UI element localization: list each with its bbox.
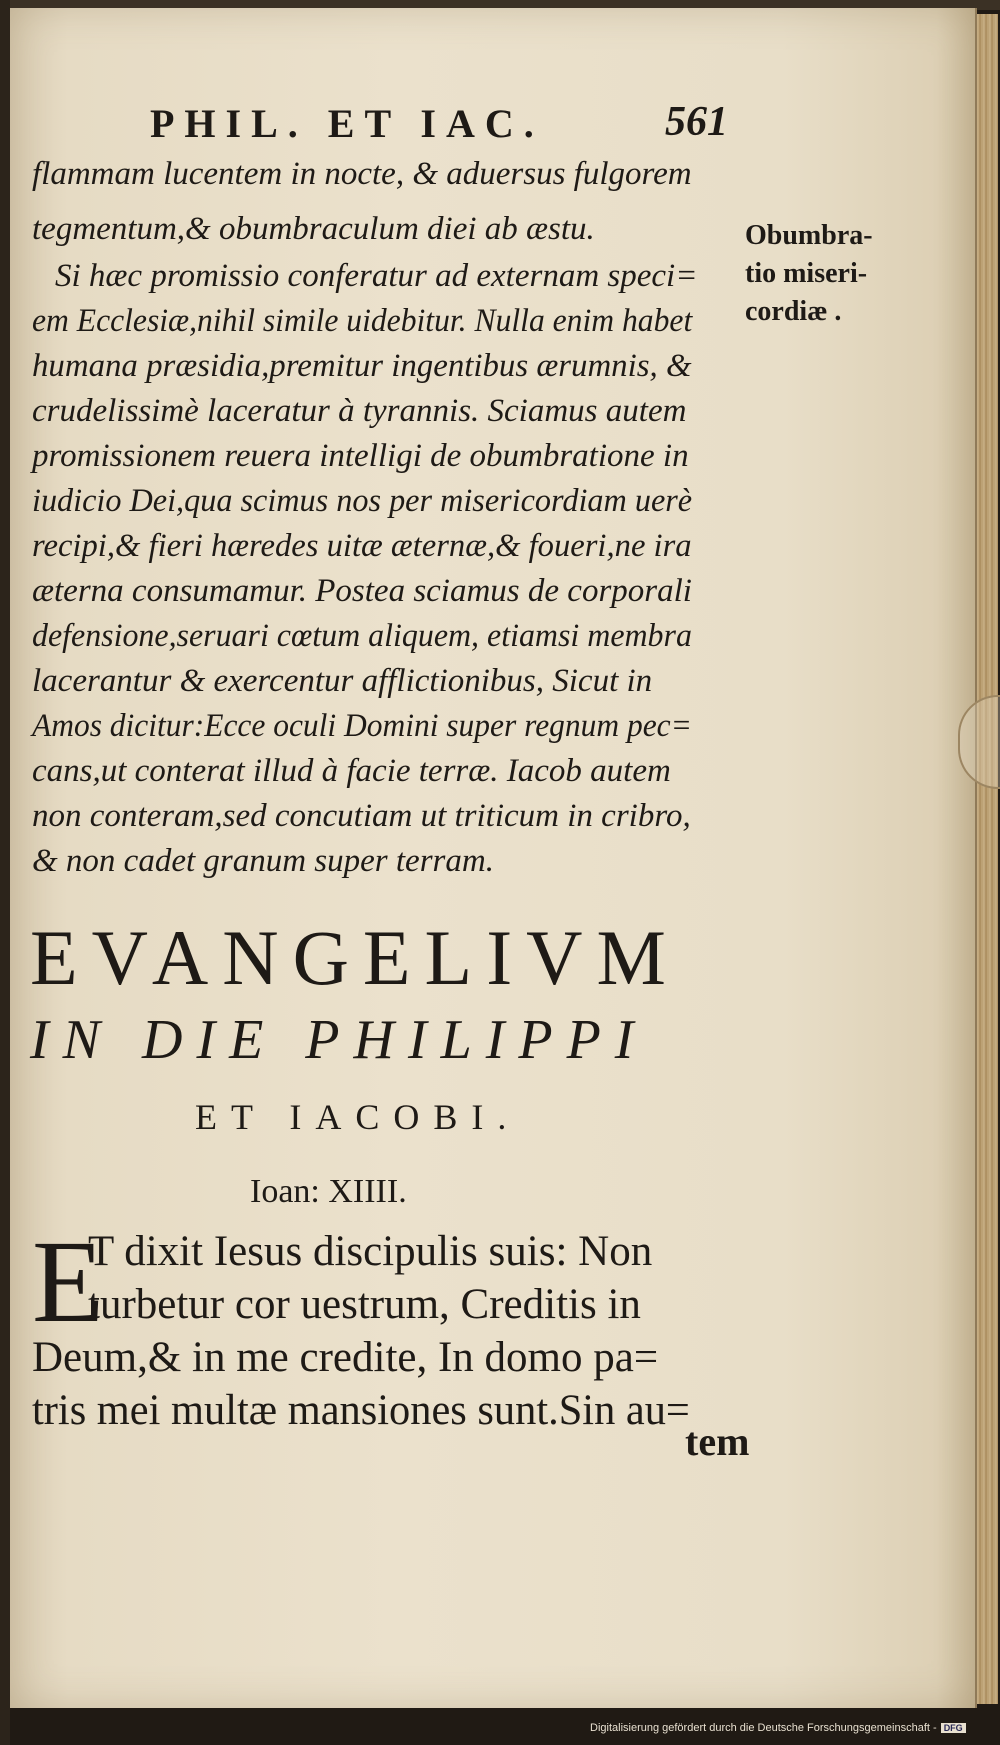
- margin-note-line-2: tio miseri-: [745, 258, 868, 289]
- page-edge-stack: [975, 14, 998, 1704]
- left-border: [0, 0, 10, 1745]
- digitization-credit: [590, 1722, 966, 1734]
- body-line-4: em Ecclesiæ,nihil simile uidebitur. Nulla enim habet: [32, 303, 693, 339]
- body-line-5: humana præsidia,premitur ingentibus ærumnis, &: [32, 348, 692, 384]
- body-line-16: & non cadet granum super terram.: [32, 843, 494, 879]
- body-line-9: recipi,& fieri hæredes uitæ æternæ,& foueri,ne ira: [32, 528, 692, 564]
- body-line-12: lacerantur & exercentur afflictionibus, Sicut in: [32, 663, 653, 699]
- gospel-line-4: tris mei multæ mansiones sunt.Sin au=: [32, 1387, 690, 1434]
- catchword: tem: [685, 1419, 750, 1464]
- body-line-6: crudelissimè laceratur à tyrannis. Sciamus autem: [32, 393, 687, 429]
- drop-cap-initial: E: [32, 1216, 105, 1347]
- body-line-14: cans,ut conterat illud à facie terræ. Iacob autem: [32, 753, 671, 789]
- gospel-line-3: Deum,& in me credite, In domo pa=: [32, 1334, 659, 1381]
- credit-text: Digitalisierung gefördert durch die Deutsche Forschungsgemeinschaft -: [590, 1722, 937, 1734]
- page-number: 561: [665, 99, 728, 145]
- section-subtitle: IN DIE PHILIPPI: [30, 1009, 648, 1071]
- body-line-7: promissionem reuera intelligi de obumbratione in: [32, 438, 689, 474]
- gospel-line-2: turbetur cor uestrum, Creditis in: [88, 1281, 641, 1328]
- book-page: [10, 8, 977, 1708]
- body-line-13: Amos dicitur:Ecce oculi Domini super regnum pec=: [32, 708, 692, 744]
- section-subtitle-2: ET IACOBI.: [195, 1097, 521, 1137]
- margin-note-line-3: cordiæ .: [745, 296, 842, 327]
- running-title: PHIL. ET IAC.: [150, 101, 544, 146]
- body-line-1: flammam lucentem in nocte, & aduersus fulgorem: [32, 156, 692, 192]
- body-line-3: Si hæc promissio conferatur ad externam speci=: [55, 258, 698, 294]
- section-title: EVANGELIVM: [30, 914, 680, 1001]
- dfg-logo: DFG: [941, 1723, 966, 1733]
- body-line-10: æterna consumamur. Postea sciamus de corporali: [32, 573, 692, 609]
- margin-note-line-1: Obumbra-: [745, 220, 873, 251]
- body-line-8: iudicio Dei,qua scimus nos per misericordiam uerè: [32, 483, 693, 519]
- body-line-11: defensione,seruari cœtum aliquem, etiamsi membra: [32, 618, 692, 654]
- gospel-line-1: T dixit Iesus discipulis suis: Non: [88, 1228, 653, 1275]
- body-line-15: non conteram,sed concutiam ut triticum in cribro,: [32, 798, 691, 834]
- scripture-reference: Ioan: XIIII.: [250, 1173, 407, 1210]
- body-line-2: tegmentum,& obumbraculum diei ab æstu.: [32, 211, 595, 247]
